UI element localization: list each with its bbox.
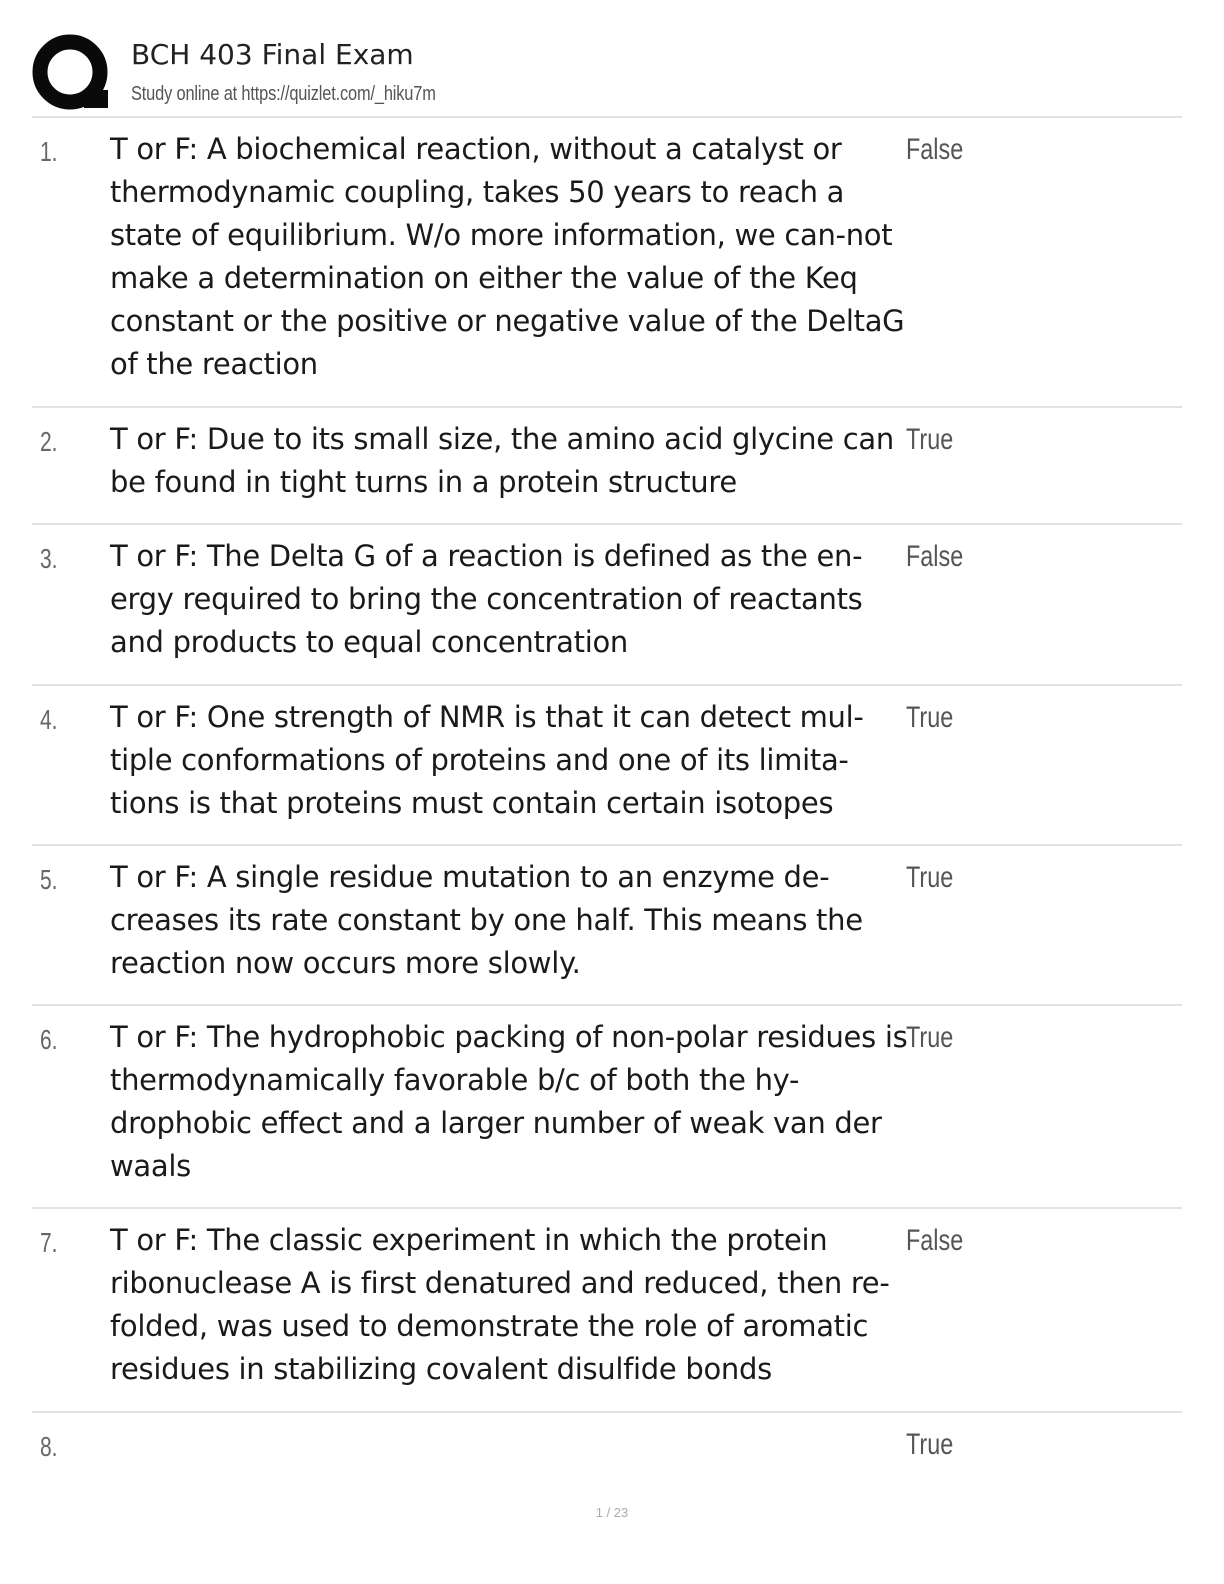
card-number: 7. bbox=[40, 1227, 58, 1258]
card-number: 4. bbox=[40, 704, 58, 735]
card-answer: True bbox=[906, 423, 954, 456]
quizlet-logo-icon bbox=[32, 34, 112, 114]
card-question: T or F: One strength of NMR is that it can detect mul-tiple conformations of proteins and one of its limita-tions is that proteins must contain certain isotopes bbox=[110, 700, 864, 820]
flashcard-7 bbox=[32, 1209, 1182, 1413]
card-answer: False bbox=[906, 540, 964, 573]
flashcard-1 bbox=[32, 118, 1182, 408]
card-number: 5. bbox=[40, 864, 58, 895]
flashcard-2 bbox=[32, 408, 1182, 525]
card-question: T or F: A biochemical reaction, without a catalyst or thermodynamic coupling, takes 50 years to reach a state of equilibrium. W/o more information, we can-not make a determination on either the value of the Keq constant or the positive or negative value of the DeltaG of the reaction bbox=[110, 132, 905, 381]
card-answer: True bbox=[906, 861, 954, 894]
flashcard-8 bbox=[32, 1413, 1182, 1493]
page-header bbox=[32, 30, 1182, 118]
flashcard-list bbox=[32, 118, 1182, 1493]
card-number: 3. bbox=[40, 543, 58, 574]
card-answer: True bbox=[906, 1021, 954, 1054]
document-title: BCH 403 Final Exam bbox=[131, 38, 414, 71]
flashcard-6 bbox=[32, 1006, 1182, 1209]
study-online-link[interactable]: Study online at https://quizlet.com/_hiku7m bbox=[131, 83, 436, 105]
card-number: 6. bbox=[40, 1024, 58, 1055]
card-answer: True bbox=[906, 701, 954, 734]
card-question: T or F: A single residue mutation to an enzyme de-creases its rate constant by one half. This means the reaction now occurs more slowly. bbox=[110, 860, 863, 980]
flashcard-5 bbox=[32, 846, 1182, 1006]
flashcard-4 bbox=[32, 686, 1182, 846]
card-question: T or F: Due to its small size, the amino acid glycine can be found in tight turns in a protein structure bbox=[110, 422, 894, 499]
card-question: T or F: The classic experiment in which the protein ribonuclease A is first denatured and reduced, then re-folded, was used to demonstrate the role of aromatic residues in stabilizing covalent disulfide bonds bbox=[110, 1223, 890, 1386]
card-question: T or F: The Delta G of a reaction is defined as the en-ergy required to bring the concentration of reactants and products to equal concentration bbox=[110, 539, 863, 659]
card-answer: True bbox=[906, 1428, 954, 1461]
card-number: 1. bbox=[40, 136, 58, 167]
card-number: 8. bbox=[40, 1431, 58, 1462]
card-number: 2. bbox=[40, 426, 58, 457]
card-question: T or F: The hydrophobic packing of non-polar residues is thermodynamically favorable b/c of both the hy-drophobic effect and a larger number of weak van der waals bbox=[110, 1020, 908, 1183]
flashcard-3 bbox=[32, 525, 1182, 686]
page-indicator: 1 / 23 bbox=[595, 1505, 629, 1520]
card-answer: False bbox=[906, 133, 964, 166]
card-answer: False bbox=[906, 1224, 964, 1257]
